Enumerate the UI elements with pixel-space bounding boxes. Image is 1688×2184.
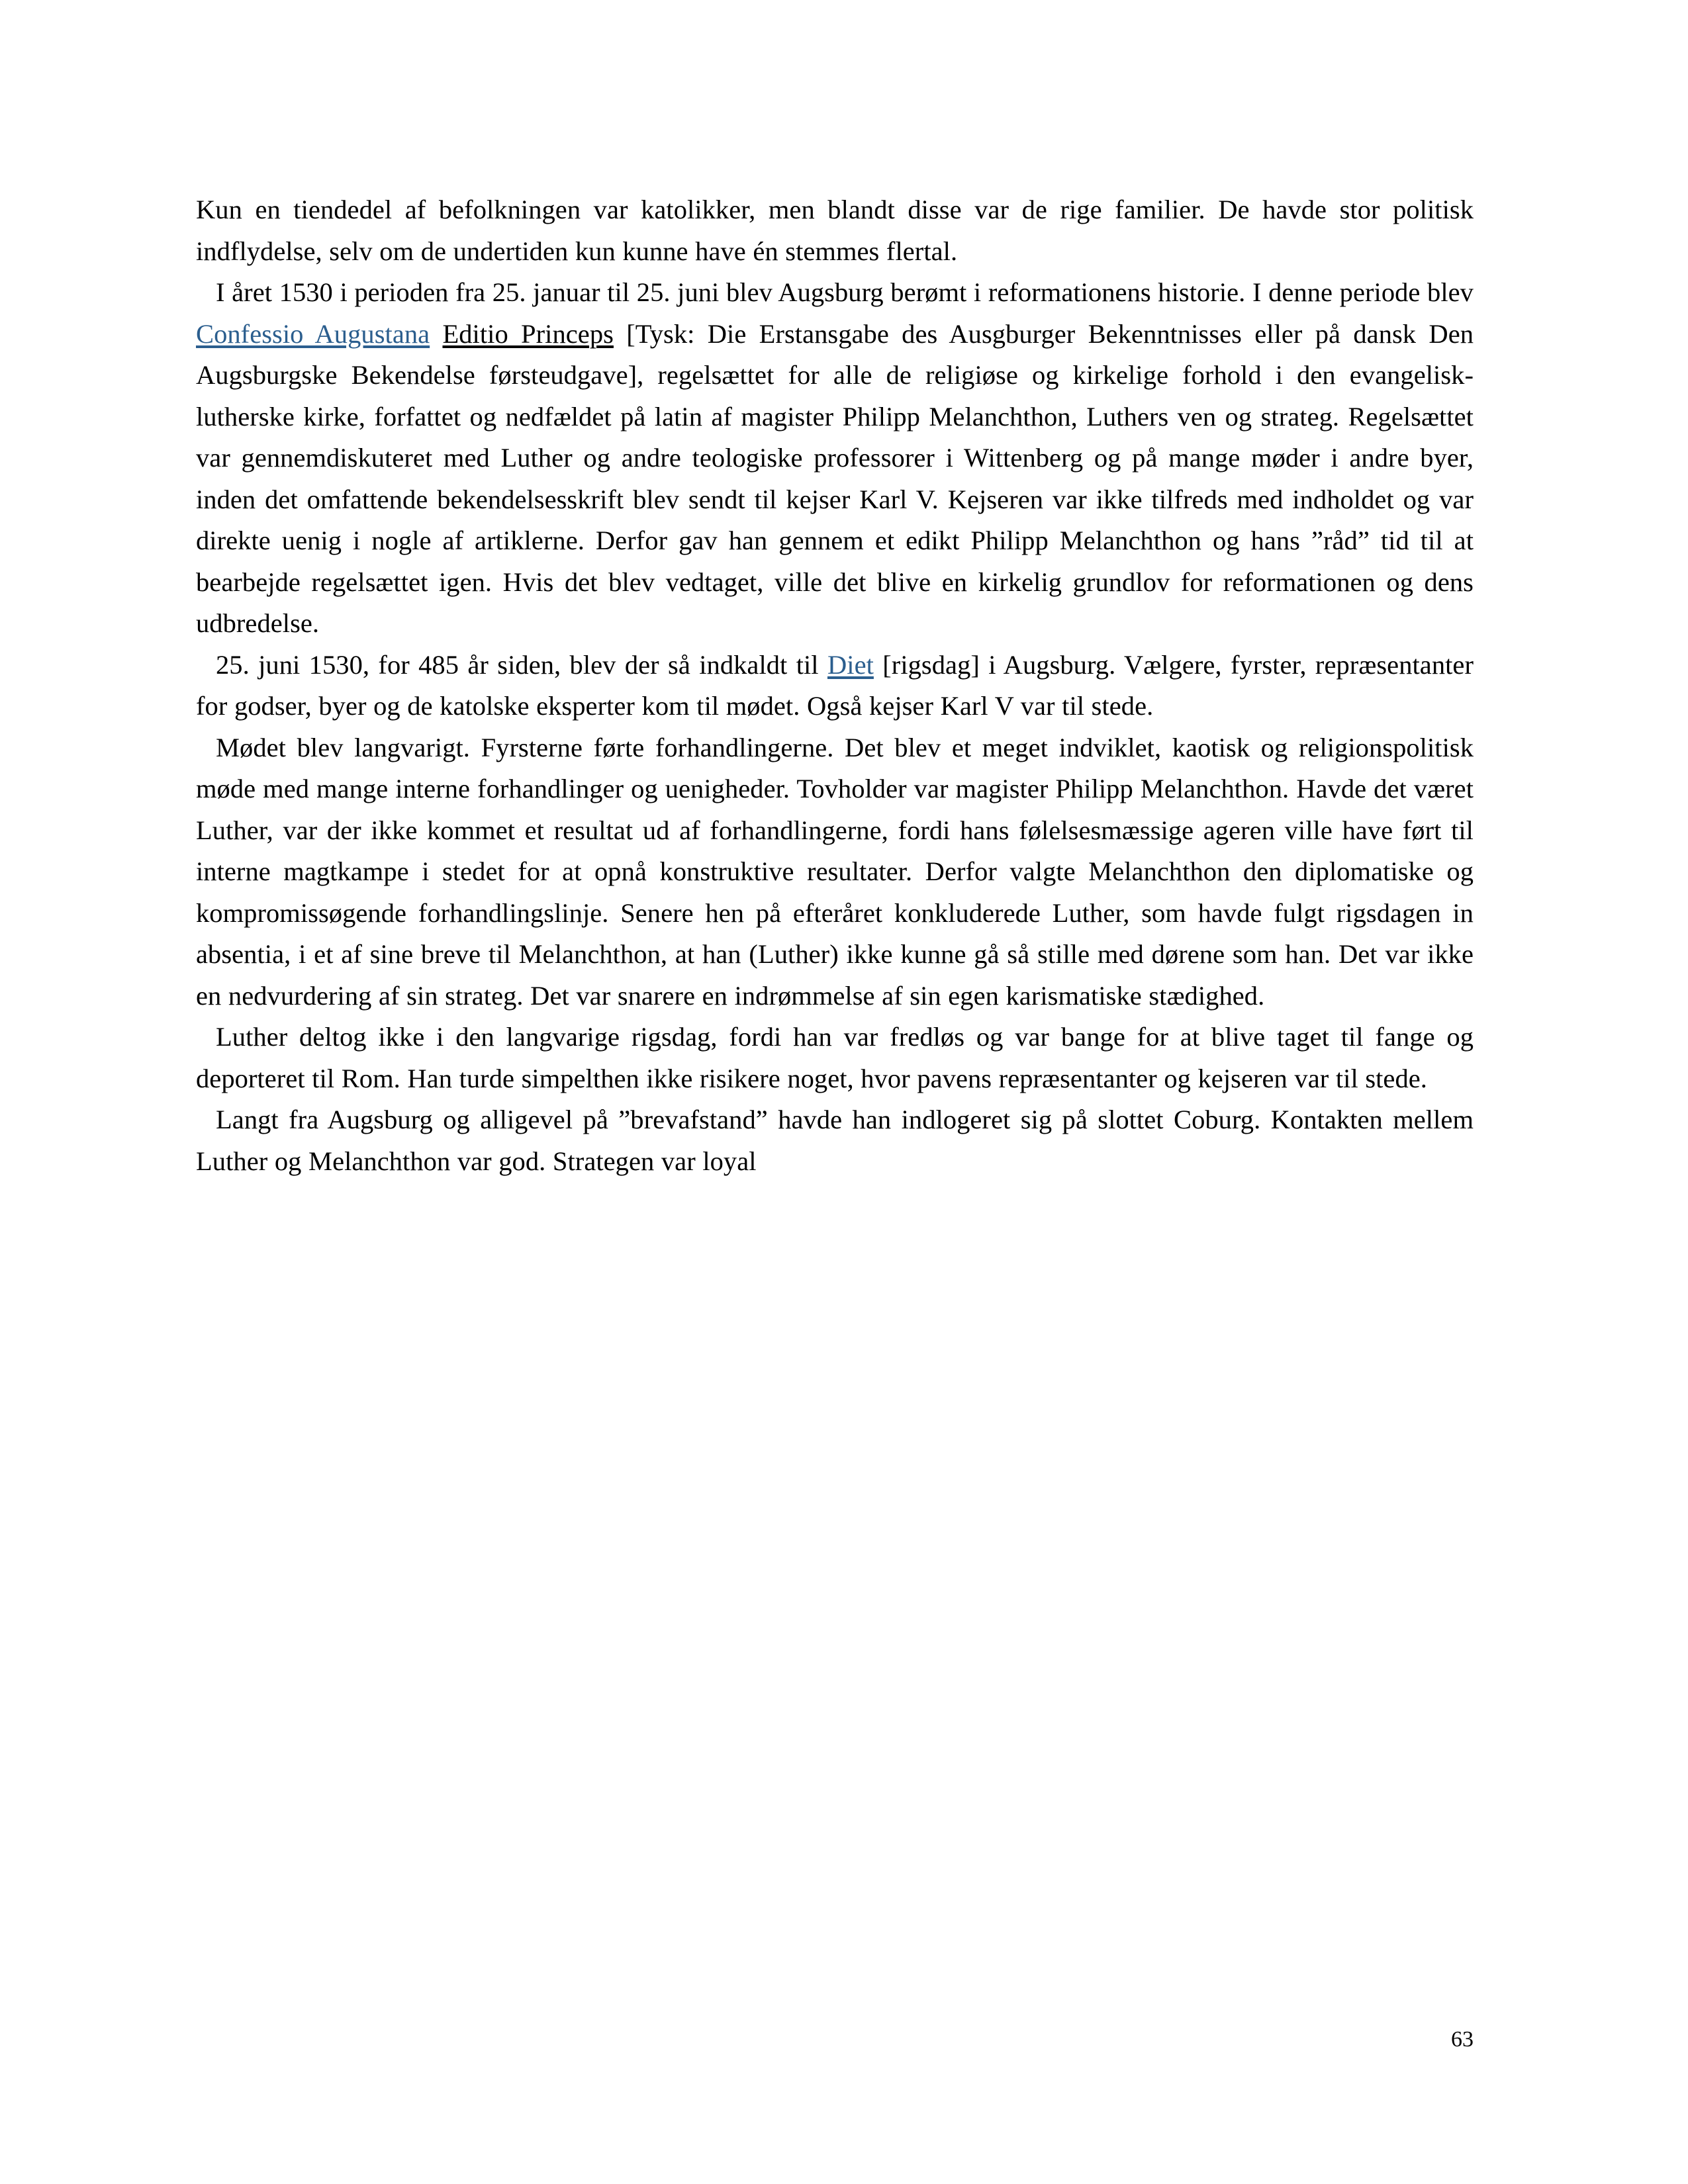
inline-link[interactable]: Confessio Augustana — [196, 318, 430, 349]
text-run: Kun en tiendedel af befolkningen var katolikker, men blandt disse var de rige familier. De havde stor politisk indflydelse, selv om de undertiden kun kunne have én stemmes flertal. — [196, 195, 1474, 266]
body-paragraph — [196, 645, 1474, 727]
text-run — [430, 319, 442, 349]
text-run: [rigsdag] i Augsburg. Vælgere, fyrster, repræsentanter for godser, byer og de katolske eksperter kom til mødet. Også kejser Karl V var til stede. — [196, 649, 1474, 721]
page-number: 63 — [1451, 2027, 1474, 2052]
text-run: Luther deltog ikke i den langvarige rigsdag, fordi han var fredløs og var bange for at blive taget til fange og deporteret til Rom. Han turde simpelthen ikke risikere noget, hvor pavens repræsentanter og kejseren var til stede. — [196, 1022, 1474, 1093]
body-paragraph — [196, 272, 1474, 645]
text-run: Mødet blev langvarigt. Fyrsterne førte forhandlingerne. Det blev et meget indviklet, kaotisk og religionspolitisk møde med mange interne forhandlinger og uenigheder. Tovholder var magister Philipp Melanchthon. Havde det været Luther, var der ikke kommet et resultat ud af forhandlingerne, fordi hans følelsesmæssige ageren ville have ført til interne magtkampe i stedet for at opnå konstruktive resultater. Derfor valgte Melanchthon den diplomatiske og kompromissøgende forhandlingslinje. Senere hen på efteråret konkluderede Luther, som havde fulgt rigsdagen in absentia, i et af sine breve til Melanchthon, at han (Luther) ikke kunne gå så stille med dørene som han. Det var ikke en nedvurdering af sin strateg. Det var snarere en indrømmelse af sin egen karismatiske stædighed. — [196, 732, 1474, 1011]
underlined-title: Editio Princeps — [442, 318, 614, 349]
text-run: Langt fra Augsburg og alligevel på ”brevafstand” havde han indlogeret sig på slottet Coburg. Kontakten mellem Luther og Melanchthon var god. Strategen var loyal — [196, 1105, 1474, 1176]
body-paragraph — [196, 189, 1474, 272]
text-run: I året 1530 i perioden fra 25. januar til 25. juni blev Augsburg berømt i reformationens historie. I denne periode blev — [216, 277, 1474, 307]
body-text-column — [196, 189, 1474, 1182]
text-run: 25. juni 1530, for 485 år siden, blev der så indkaldt til — [216, 649, 827, 680]
body-paragraph — [196, 1017, 1474, 1099]
body-paragraph — [196, 1099, 1474, 1182]
text-run: [Tysk: Die Erstansgabe des Ausgburger Bekenntnisses eller på dansk Den Augsburgske Bekendelse førsteudgave], regelsættet for alle de religiøse og kirkelige forhold i den evangelisk-lutherske kirke, forfattet og nedfældet på latin af magister Philipp Melanchthon, Luthers ven og strateg. Regelsættet var gennemdiskuteret med Luther og andre teologiske professorer i Wittenberg og på mange møder i andre byer, inden det omfattende bekendelsesskrift blev sendt til kejser Karl V. Kejseren var ikke tilfreds med indholdet og var direkte uenig i nogle af artiklerne. Derfor gav han gennem et edikt Philipp Melanchthon og hans ”råd” tid til at bearbejde regelsættet igen. Hvis det blev vedtaget, ville det blive en kirkelig grundlov for reformationen og dens udbredelse. — [196, 318, 1474, 638]
body-paragraph — [196, 727, 1474, 1017]
inline-link[interactable]: Diet — [827, 649, 874, 680]
